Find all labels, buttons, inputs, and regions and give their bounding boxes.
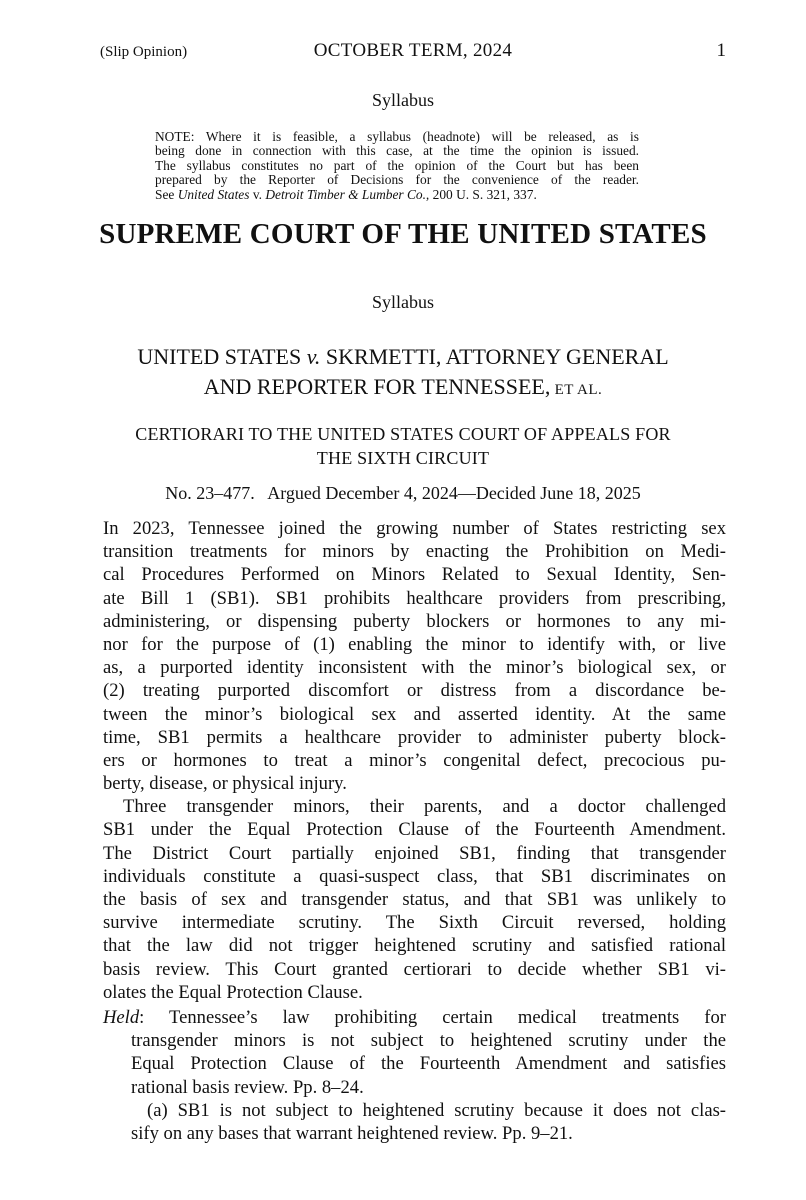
held-line: rational basis review. Pp. 8–24. [131,1076,364,1098]
body-line: cal Procedures Performed on Minors Related to Sexual Identity, Sen- [103,564,726,586]
body-line: individuals constitute a quasi-suspect class, that SB1 discriminates on [103,865,726,887]
body-line: the basis of sex and transgender status, and that SB1 was unlikely to [103,889,726,910]
reporter-note [155,130,639,202]
syllabus-body [103,517,726,1145]
caption-party-2-cont: AND REPORTER FOR TENNESSEE, [203,374,551,399]
syllabus-heading: Syllabus [371,292,434,312]
held-line [103,1006,726,1029]
docket-line: No. 23–477. Argued December 4, 2024—Decided June 18, 2025 [165,483,641,503]
body-line: that the law did not trigger heightened scrutiny and satisfied rational [103,935,726,957]
page-number: 1 [716,40,726,61]
body-line: time, SB1 permits a healthcare provider to administer puberty block- [103,726,726,748]
court-name: SUPREME COURT OF THE UNITED STATES [99,218,707,250]
body-line: ers or hormones to treat a minor’s congenital defect, precocious pu- [103,749,726,771]
certiorari-line-2: THE SIXTH CIRCUIT [316,448,490,468]
body-line: transition treatments for minors by enacting the Prohibition on Medi- [103,541,726,563]
held-line: transgender minors is not subject to heightened scrutiny under the [131,1030,726,1052]
caption-line-2 [0,372,806,405]
note-cite-v: v. [249,186,266,202]
body-line: (2) treating purported discomfort or distress from a discordance be- [103,680,726,702]
caption-line-1 [0,342,806,372]
body-line: basis review. This Court granted certiorari to decide whether SB1 vi- [103,958,726,980]
certiorari-heading [0,422,806,470]
held-text: : Tennessee’s law prohibiting certain medical treatments for [139,1006,726,1028]
note-cite-party: Detroit Timber & Lumber Co., [265,186,430,202]
body-line: as, a purported identity inconsistent with the minor’s biological sex, or [103,657,726,679]
note-cite-reporter: 200 U. S. 321, 337. [429,186,537,202]
note-line: prepared by the Reporter of Decisions for the convenience of the reader. [155,172,639,188]
held-label: Held [103,1006,140,1028]
body-line: survive intermediate scrutiny. The Sixth Circuit reversed, holding [103,912,726,934]
body-line: olates the Equal Protection Clause. [103,981,363,1003]
held-line: Equal Protection Clause of the Fourteenth Amendment and satisfies [131,1053,726,1075]
note-line: NOTE: Where it is feasible, a syllabus (headnote) will be released, as is [155,129,639,144]
body-line: In 2023, Tennessee joined the growing number of States restricting sex [103,518,726,539]
body-line: administering, or dispensing puberty blockers or hormones to any mi- [103,610,726,632]
body-line: tween the minor’s biological sex and asserted identity. At the same [103,703,726,725]
note-citation-line [155,188,639,202]
running-header [100,40,726,66]
body-line: Three transgender minors, their parents, and a doctor challenged [123,796,726,818]
caption-et-al: ET AL. [550,382,603,398]
case-caption [0,342,806,405]
slip-opinion-label: (Slip Opinion) [100,44,188,60]
syllabus-heading-top: Syllabus [371,90,434,110]
caption-party-1: UNITED STATES [137,344,307,369]
body-line: berty, disease, or physical injury. [103,773,347,795]
body-line: nor for the purpose of (1) enabling the minor to identify with, or live [103,633,726,655]
certiorari-line-1: CERTIORARI TO THE UNITED STATES COURT OF APPEALS FOR [135,424,671,444]
body-line: The District Court partially enjoined SB1, finding that transgender [103,842,726,864]
term-heading: OCTOBER TERM, 2024 [313,40,513,61]
body-line: (a) SB1 is not subject to heightened scrutiny because it does not clas- [147,1099,726,1121]
note-line: The syllabus constitutes no part of the opinion of the Court but has been [155,157,639,173]
caption-party-2: SKRMETTI, ATTORNEY GENERAL [320,344,669,369]
note-line: being done in connection with this case, at the time the opinion is issued. [155,143,639,159]
caption-versus: v. [306,344,321,369]
body-line: sify on any bases that warrant heightened review. Pp. 9–21. [131,1122,573,1144]
body-line: SB1 under the Equal Protection Clause of the Fourteenth Amendment. [103,819,726,841]
note-cite-case: United States [177,186,250,202]
note-cite-prefix: See [155,186,178,202]
body-line: ate Bill 1 (SB1). SB1 prohibits healthcare providers from prescribing, [103,587,726,609]
